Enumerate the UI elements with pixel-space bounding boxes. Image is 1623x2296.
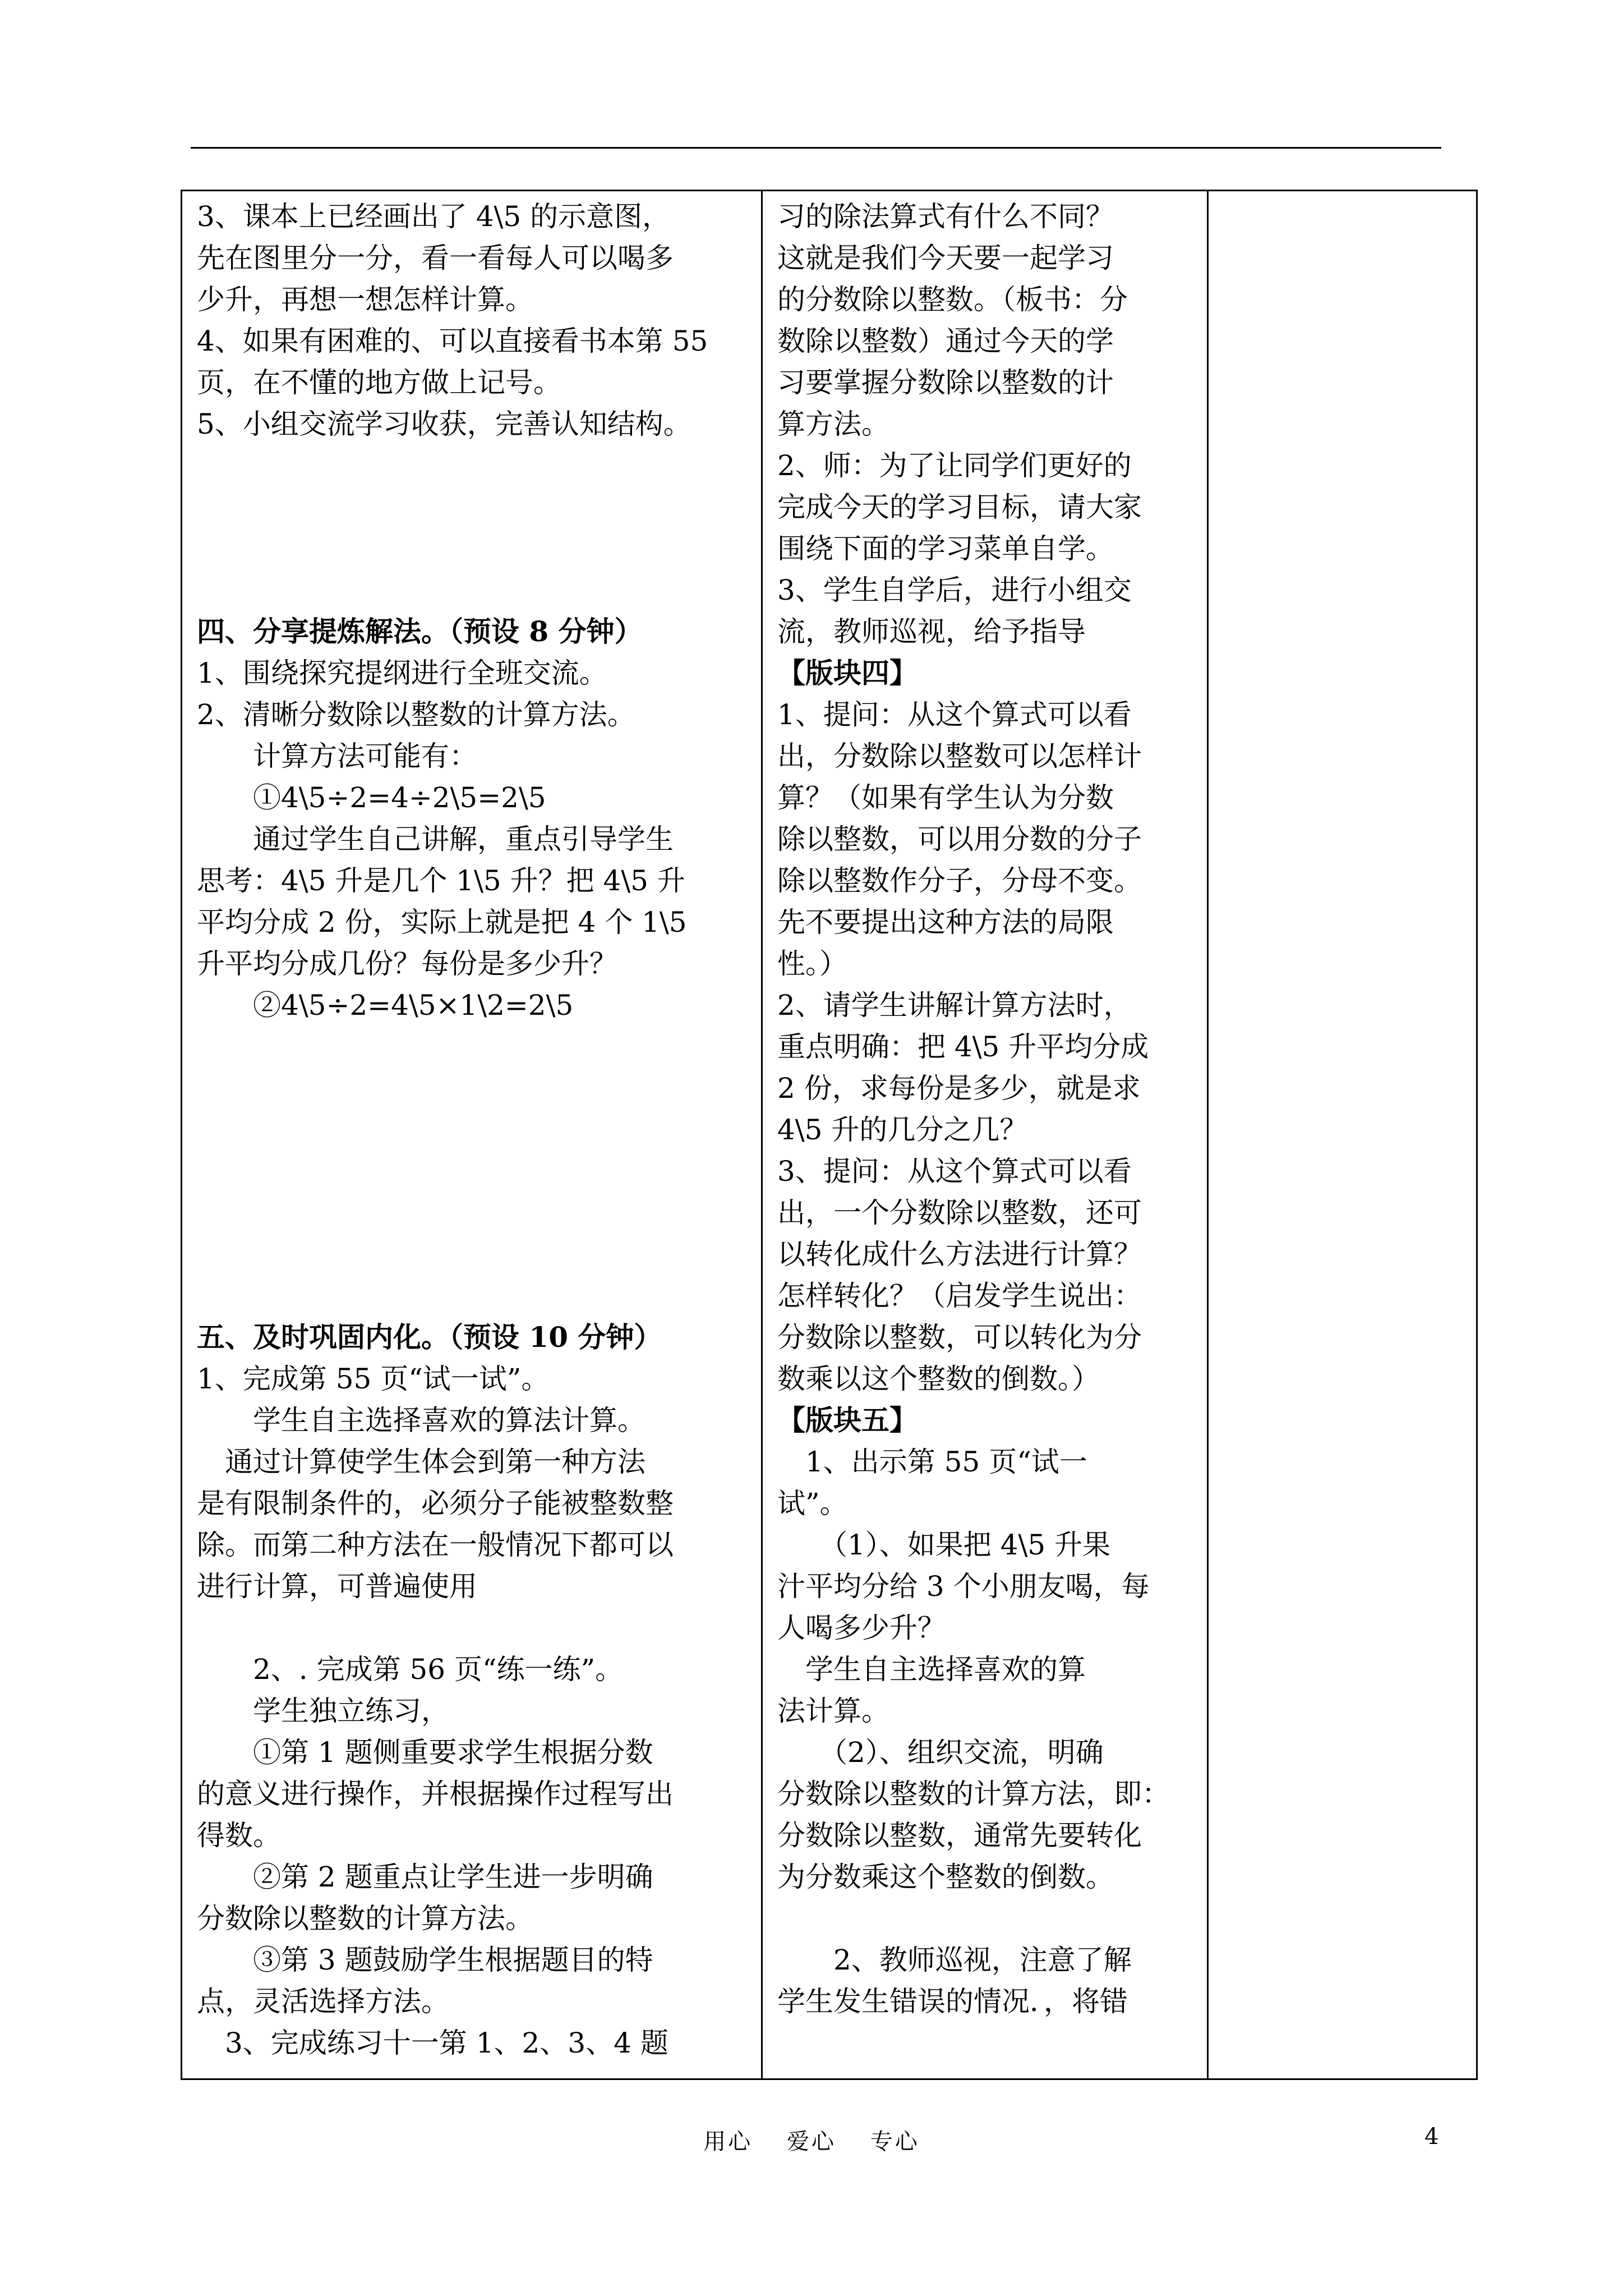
text-line: 五、及时巩固内化。（预设 10 分钟） <box>197 1320 662 1354</box>
text-line: 1、出示第 55 页“试一 <box>777 1446 1087 1478</box>
text-line <box>197 1607 751 1649</box>
text-line: 2 份，求每份是多少，就是求 <box>777 1072 1141 1105</box>
text-line: 法计算。 <box>777 1695 889 1727</box>
text-line <box>197 1026 751 1068</box>
text-line <box>197 1192 751 1234</box>
text-line <box>197 1275 751 1317</box>
text-line: 出，分数除以整数可以怎样计 <box>777 740 1142 772</box>
text-line: 【版块五】 <box>777 1404 917 1437</box>
text-line: 页，在不懂的地方做上记号。 <box>197 366 561 399</box>
text-line: 出，一个分数除以整数，还可 <box>777 1197 1142 1229</box>
text-line: 学生发生错误的情况．，将错 <box>777 1985 1128 2018</box>
text-line: 的分数除以整数。（板书：分 <box>777 283 1128 316</box>
text-line: 除以整数作分子，分母不变。 <box>777 864 1142 897</box>
text-line: 5、小组交流学习收获，完善认知结构。 <box>197 408 691 440</box>
text-line: 的意义进行操作，并根据操作过程写出 <box>197 1778 674 1810</box>
text-line: 4、如果有困难的、可以直接看书本第 55 <box>197 325 708 357</box>
text-line: 以转化成什么方法进行计算？ <box>777 1238 1142 1271</box>
text-line <box>777 1898 1197 1939</box>
text-line <box>197 528 751 569</box>
text-line: 1、围绕探究提纲进行全班交流。 <box>197 657 607 689</box>
text-line: 分数除以整数，通常先要转化 <box>777 1819 1142 1852</box>
student-activity-column <box>182 191 762 2079</box>
page-number: 4 <box>1424 2124 1439 2150</box>
text-line: 四、分享提炼解法。（预设 8 分钟） <box>197 615 643 648</box>
notes-column <box>1208 191 1477 2079</box>
text-line: 是有限制条件的，必须分子能被整数整 <box>197 1487 674 1520</box>
text-line: 点，灵活选择方法。 <box>197 1985 449 2018</box>
text-line: 2、. 完成第 56 页“练一练”。 <box>197 1653 624 1686</box>
text-line: ①4\5÷2=4÷2\5=2\5 <box>197 781 546 814</box>
text-line: 计算方法可能有： <box>197 740 477 772</box>
text-line: ②4\5÷2=4\5×1\2=2\5 <box>197 989 574 1022</box>
text-line <box>197 569 751 611</box>
text-line: 学生自主选择喜欢的算 <box>777 1653 1086 1686</box>
text-line: 除以整数，可以用分数的分子 <box>777 823 1142 855</box>
text-line: 升平均分成几份？每份是多少升？ <box>197 947 617 980</box>
text-line: 分数除以整数，可以转化为分 <box>777 1321 1142 1354</box>
header-rule <box>191 147 1441 149</box>
text-line: 3、完成练习十一第 1、2、3、4 题 <box>197 2027 668 2059</box>
text-line <box>197 1068 751 1109</box>
text-line: ③第 3 题鼓励学生根据题目的特 <box>197 1944 653 1976</box>
text-line: 习的除法算式有什么不同？ <box>777 200 1114 233</box>
text-line <box>197 1151 751 1192</box>
text-line: 人喝多少升？ <box>777 1612 946 1644</box>
text-line: 算方法。 <box>777 408 889 440</box>
text-line: 通过计算使学生体会到第一种方法 <box>197 1446 645 1478</box>
text-line <box>197 1234 751 1275</box>
text-line: 得数。 <box>197 1819 281 1852</box>
text-line: 分数除以整数的计算方法，即： <box>777 1778 1170 1810</box>
text-line: 分数除以整数的计算方法。 <box>197 1902 533 1935</box>
text-line <box>197 1109 751 1151</box>
text-line: 2、请学生讲解计算方法时， <box>777 989 1132 1022</box>
lesson-plan-table <box>181 190 1478 2080</box>
text-line: 4\5 升的几分之几？ <box>777 1114 1028 1146</box>
text-line: 思考：4\5 升是几个 1\5 升？把 4\5 升 <box>197 864 685 897</box>
text-line: 怎样转化？（启发学生说出： <box>777 1280 1142 1312</box>
text-line: 性。） <box>777 947 847 980</box>
text-line: 重点明确：把 4\5 升平均分成 <box>777 1030 1149 1063</box>
table-row <box>182 191 1477 2079</box>
text-line: 1、提问：从这个算式可以看 <box>777 698 1132 731</box>
text-line: （1）、如果把 4\5 升果 <box>777 1529 1111 1561</box>
text-line: 2、教师巡视，注意了解 <box>777 1944 1132 1976</box>
text-line: 3、学生自学后，进行小组交 <box>777 574 1132 606</box>
text-line: 通过学生自己讲解，重点引导学生 <box>197 823 674 855</box>
text-line <box>197 486 751 528</box>
text-line: （2）、组织交流，明确 <box>777 1736 1104 1769</box>
text-line: 汁平均分给 3 个小朋友喝，每 <box>777 1570 1150 1603</box>
text-line: 这就是我们今天要一起学习 <box>777 242 1114 274</box>
text-line: 习要掌握分数除以整数的计 <box>777 366 1114 399</box>
text-line: 先不要提出这种方法的局限 <box>777 906 1114 938</box>
text-line: 学生独立练习， <box>197 1695 449 1727</box>
text-line: 3、提问：从这个算式可以看 <box>777 1155 1132 1188</box>
text-line: ②第 2 题重点让学生进一步明确 <box>197 1861 653 1893</box>
text-line: 少升，再想一想怎样计算。 <box>197 283 533 316</box>
text-line: 学生自主选择喜欢的算法计算。 <box>197 1404 645 1437</box>
text-line: 算？（如果有学生认为分数 <box>777 781 1114 814</box>
text-line: 流，教师巡视，给予指导 <box>777 615 1086 648</box>
text-line: 3、课本上已经画出了 4\5 的示意图， <box>197 200 671 233</box>
text-line: 数乘以这个整数的倒数。） <box>777 1363 1100 1395</box>
footer-motto: 用心 爱心 专心 <box>703 2129 920 2155</box>
text-line <box>197 445 751 486</box>
text-line: 完成今天的学习目标，请大家 <box>777 491 1142 523</box>
text-line: 2、师：为了让同学们更好的 <box>777 449 1132 482</box>
text-line: 【版块四】 <box>777 656 917 689</box>
teacher-activity-column <box>762 191 1208 2079</box>
text-line: 先在图里分一分，看一看每人可以喝多 <box>197 242 674 274</box>
text-line: 围绕下面的学习菜单自学。 <box>777 532 1114 565</box>
text-line: 除。而第二种方法在一般情况下都可以 <box>197 1529 674 1561</box>
text-line: 数除以整数）通过今天的学 <box>777 325 1114 357</box>
text-line: 2、清晰分数除以整数的计算方法。 <box>197 698 635 731</box>
text-line: 试”。 <box>777 1487 848 1520</box>
text-line: ①第 1 题侧重要求学生根据分数 <box>197 1736 653 1769</box>
text-line: 进行计算，可普遍使用 <box>197 1570 477 1603</box>
text-line: 平均分成 2 份，实际上就是把 4 个 1\5 <box>197 906 687 938</box>
text-line: 为分数乘这个整数的倒数。 <box>777 1861 1114 1893</box>
text-line: 1、完成第 55 页“试一试”。 <box>197 1363 550 1395</box>
